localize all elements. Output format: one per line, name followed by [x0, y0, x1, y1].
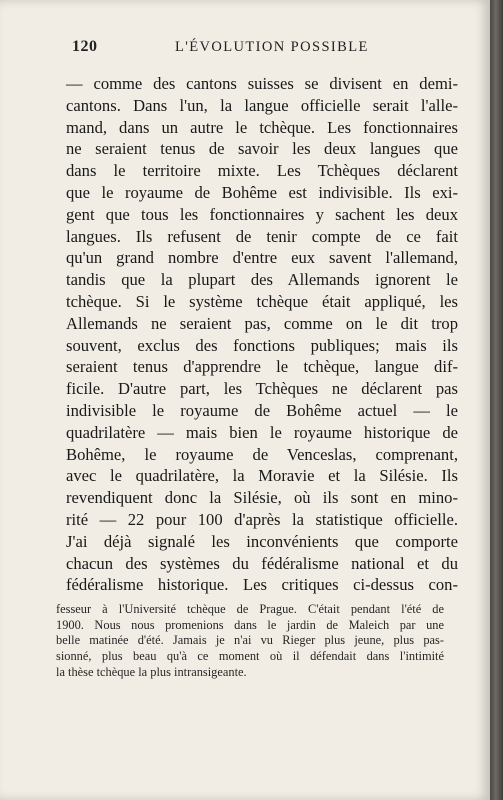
footnote-line: belle matinée d'été. Jamais je n'ai vu Rieger plus jeune, plus pas-: [56, 633, 444, 648]
body-line: dans le territoire mixte. Les Tchèques déclarent: [66, 161, 458, 181]
body-line: rité — 22 pour 100 d'après la statistique officielle.: [66, 509, 458, 529]
body-line: tandis que la plupart des Allemands ignorent le: [66, 270, 458, 290]
body-line: Allemands ne seraient pas, comme on le dit trop: [66, 313, 458, 333]
body-line: que le royaume de Bohême est indivisible. Ils exi-: [66, 182, 458, 202]
body-text: [66, 73, 458, 596]
body-line: seraient tenus d'apprendre le tchèque, langue dif-: [66, 357, 458, 377]
body-line: chacun des systèmes du fédéralisme national et du: [66, 553, 458, 573]
footnote: [56, 602, 444, 681]
running-title: L'ÉVOLUTION POSSIBLE: [175, 39, 369, 55]
body-line: revendiquent donc la Silésie, où ils sont en mino-: [66, 488, 458, 508]
body-line: souvent, exclus des fonctions publiques; mais ils: [66, 335, 458, 355]
footnote-line: 1900. Nous nous promenions dans le jardin de Maleich par une: [56, 617, 444, 632]
body-line: Bohême, le royaume de Venceslas, comprenant,: [66, 444, 458, 464]
body-line: langues. Ils refusent de tenir compte de ce fait: [66, 226, 458, 246]
body-line: ne seraient tenus de savoir les deux langues que: [66, 139, 458, 159]
body-line: gent que tous les fonctionnaires y sachent les deux: [66, 204, 458, 224]
body-line: quadrilatère — mais bien le royaume historique de: [66, 422, 458, 442]
footnote-line: la thèse tchèque la plus intransigeante.: [56, 664, 247, 679]
footnote-line: fesseur à l'Université tchèque de Prague. C'était pendant l'été de: [56, 602, 444, 616]
body-line: tchèque. Si le système tchèque était appliqué, les: [66, 291, 458, 311]
body-line: avec le quadrilatère, la Moravie et la Silésie. Ils: [66, 466, 458, 486]
page-number: 120: [72, 38, 98, 55]
page-header: [72, 38, 460, 58]
body-line: J'ai déjà signalé les inconvénients que comporte: [66, 531, 458, 551]
footnote-line: sionné, plus beau qu'à ce moment où il défendait dans l'intimité: [56, 649, 444, 664]
page-edge-shadow: [490, 0, 503, 800]
body-line: — comme des cantons suisses se divisent en demi-: [66, 74, 458, 93]
body-line: qu'un grand nombre d'entre eux savent l'allemand,: [66, 248, 458, 268]
body-line: cantons. Dans l'un, la langue officielle serait l'alle-: [66, 95, 458, 115]
body-line: indivisible le royaume de Bohême actuel — le: [66, 400, 458, 420]
body-line: mand, dans un autre le tchèque. Les fonctionnaires: [66, 117, 458, 137]
body-line: fédéralisme historique. Les critiques ci-dessus con-: [66, 575, 458, 595]
body-line: ficile. D'autre part, les Tchèques ne déclarent pas: [66, 379, 458, 399]
